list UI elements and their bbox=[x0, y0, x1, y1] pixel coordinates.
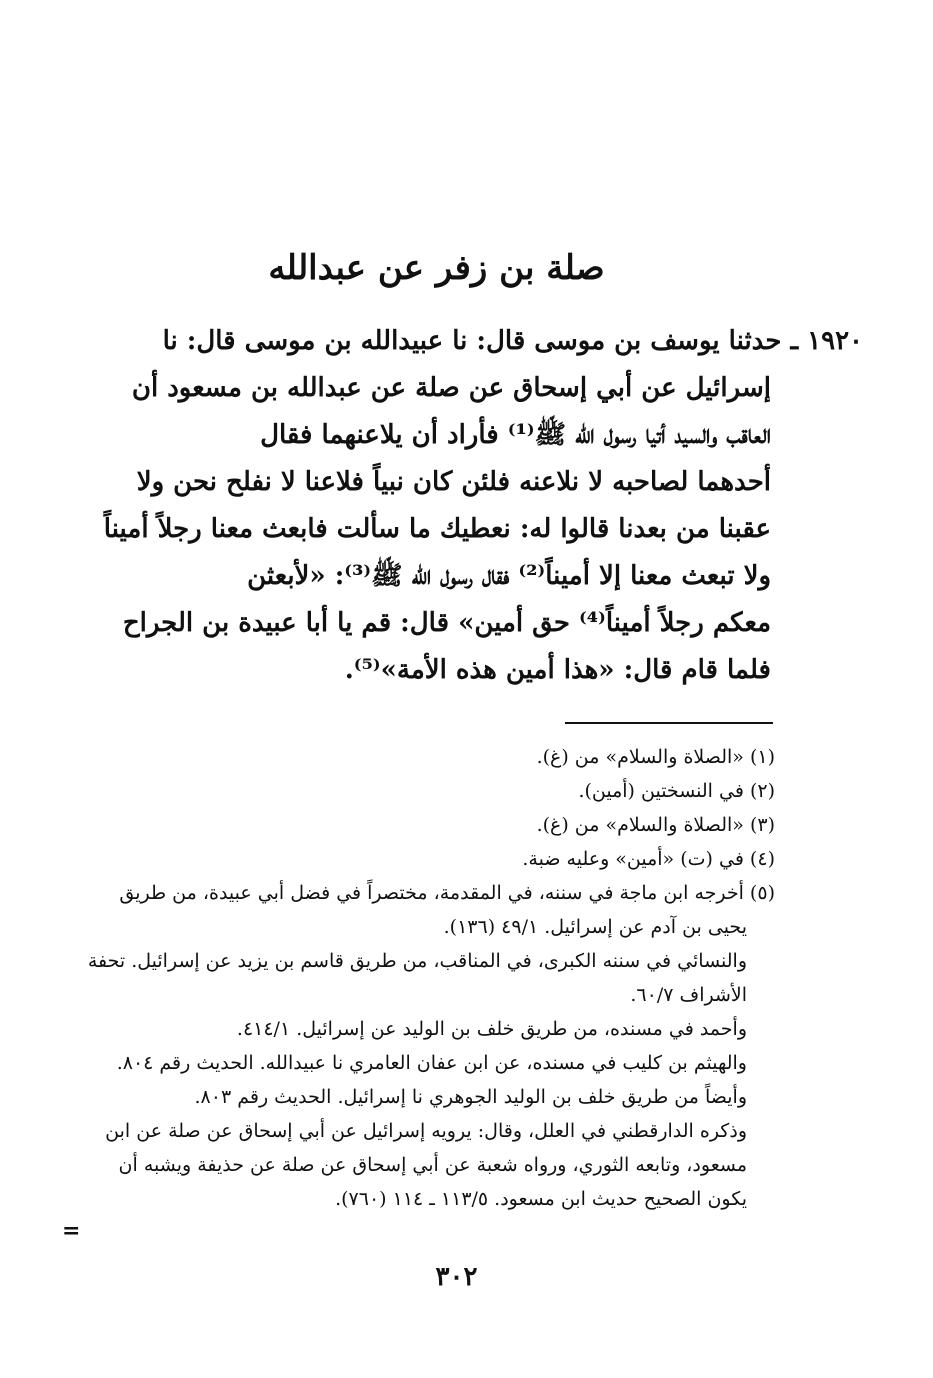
hadith-number: ١٩٢٠ bbox=[807, 326, 863, 356]
hadith-line: عقبنا من بعدنا قالوا له: نعطيك ما سألت فابعث معنا رجلاً أميناً bbox=[103, 514, 771, 544]
hadith-line: ولا تبعث معنا إلا أميناً⁽²⁾ فقال رسول الله ﷺ⁽³⁾: «لأبعثن bbox=[247, 561, 771, 591]
footnote-line: والنسائي في سننه الكبرى، في المناقب، من طريق قاسم بن يزيد عن إسرائيل. تحفة bbox=[87, 950, 747, 972]
footnote-line: والهيثم بن كليب في مسنده، عن ابن عفان العامري نا عبيدالله. الحديث رقم ٨٠٤. bbox=[116, 1052, 747, 1074]
hadith-line: إسرائيل عن أبي إسحاق عن صلة عن عبدالله بن مسعود أن bbox=[131, 373, 771, 403]
footnotes bbox=[70, 740, 775, 1216]
hadith-body bbox=[63, 318, 863, 694]
footnote-line: الأشراف ٦٠/٧. bbox=[630, 984, 747, 1006]
page-title: صلة بن زفر عن عبدالله bbox=[268, 248, 605, 288]
footnote-divider bbox=[565, 722, 773, 724]
footnote-line: (٢) في النسختين (أمين). bbox=[578, 780, 775, 802]
page-number: ٣٠٢ bbox=[435, 1262, 478, 1292]
hadith-line: فلما قام قال: «هذا أمين هذه الأمة»⁽⁵⁾. bbox=[344, 655, 771, 685]
hadith-line bbox=[63, 318, 863, 365]
footnote-line: يحيى بن آدم عن إسرائيل. ٤٩/١ (١٣٦). bbox=[443, 916, 747, 938]
continuation-mark: = bbox=[62, 1218, 81, 1244]
footnote-line: وأيضاً من طريق خلف بن الوليد الجوهري نا إسرائيل. الحديث رقم ٨٠٣. bbox=[194, 1086, 747, 1108]
footnote-line: (٤) في (ت) «أمين» وعليه ضبة. bbox=[522, 848, 775, 870]
hadith-line-text: ـ حدثنا يوسف بن موسى قال: نا عبيدالله بن موسى قال: نا bbox=[162, 326, 799, 356]
footnote-line: (١) «الصلاة والسلام» من (غ). bbox=[536, 746, 775, 768]
footnote-line: (٣) «الصلاة والسلام» من (غ). bbox=[536, 814, 775, 836]
footnote-line: وذكره الدارقطني في العلل، وقال: يرويه إسرائيل عن أبي إسحاق عن صلة عن ابن bbox=[105, 1120, 747, 1142]
footnote-line: مسعود، وتابعه الثوري، ورواه شعبة عن أبي إسحاق عن صلة عن حذيفة ويشبه أن bbox=[118, 1154, 747, 1176]
hadith-line: أحدهما لصاحبه لا نلاعنه فلئن كان نبياً فلاعنا لا نفلح نحن ولا bbox=[136, 467, 771, 497]
footnote-line: يكون الصحيح حديث ابن مسعود. ١١٣/٥ ـ ١١٤ (٧٦٠). bbox=[335, 1188, 747, 1210]
hadith-line: معكم رجلاً أميناً⁽⁴⁾ حق أمين» قال: قم يا أبا عبيدة بن الجراح bbox=[122, 608, 771, 638]
hadith-line: العاقب والسيد أتيا رسول الله ﷺ⁽¹⁾ فأراد أن يلاعنهما فقال bbox=[260, 420, 771, 450]
footnote-line: وأحمد في مسنده، من طريق خلف بن الوليد عن إسرائيل. ٤١٤/١. bbox=[236, 1018, 747, 1040]
footnote-line: (٥) أخرجه ابن ماجة في سننه، في المقدمة، مختصراً في فضل أبي عبيدة، من طريق bbox=[119, 882, 775, 904]
